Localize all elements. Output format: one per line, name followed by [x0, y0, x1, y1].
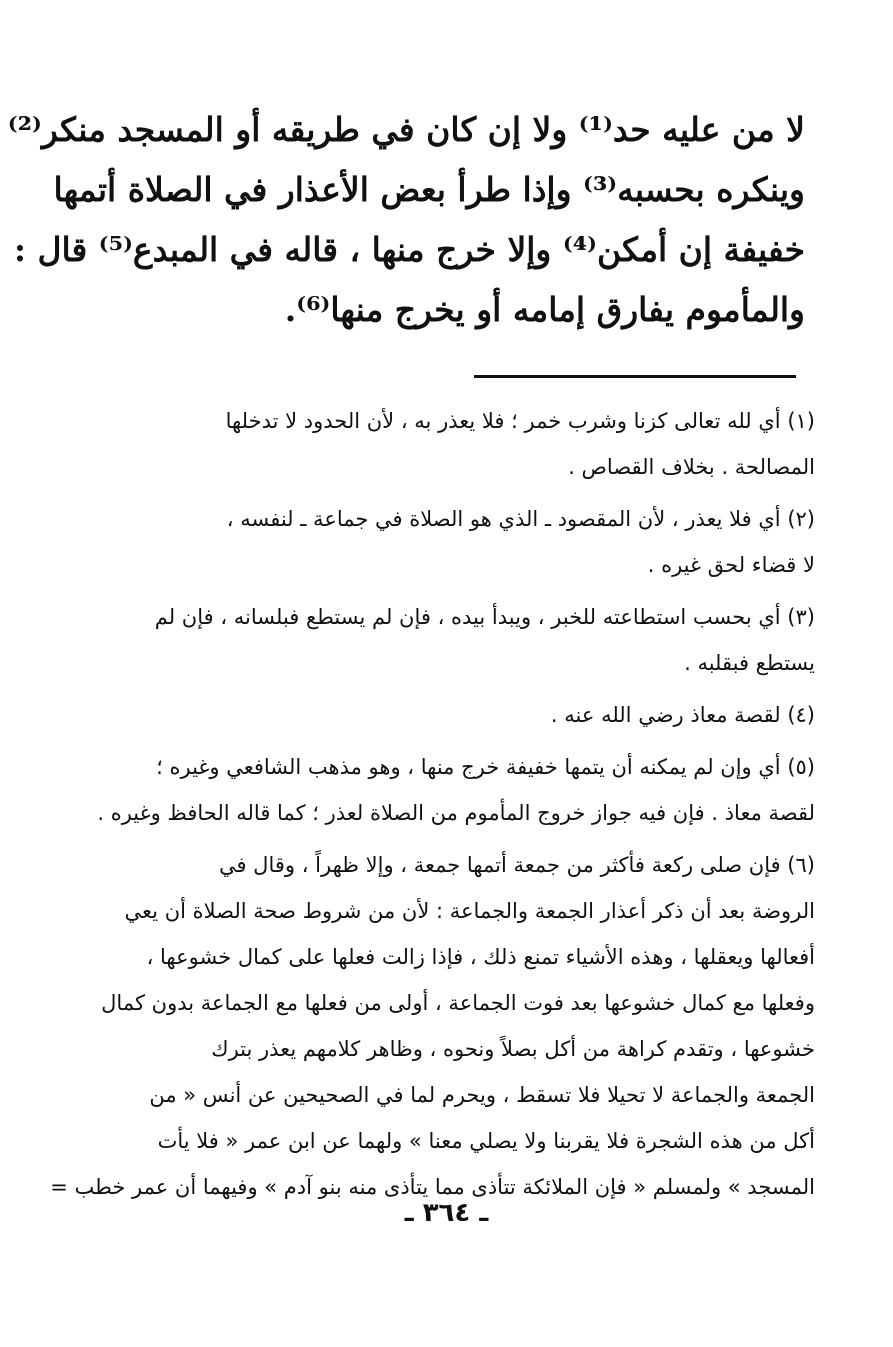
- footnote-5: [65, 744, 815, 836]
- footnote-line: (٥) أي وإن لم يمكنه أن يتمها خفيفة خرج منها ، وهو مذهب الشافعي وغيره ؛: [156, 755, 815, 779]
- main-text-line: وينكره بحسبه⁽³⁾ وإذا طرأ بعض الأعذار في الصلاة أتمها: [53, 170, 805, 209]
- footnote-line: (١) أي لله تعالى كزنا وشرب خمر ؛ فلا يعذر به ، لأن الحدود لا تدخلها: [225, 409, 815, 433]
- footnote-line: الجمعة والجماعة لا تحيلا فلا تسقط ، ويحرم لما في الصحيحين عن أنس « من: [149, 1083, 815, 1107]
- footnote-4: [65, 692, 815, 738]
- footnote-line: المسجد » ولمسلم « فإن الملائكة تتأذى مما يتأذى منه بنو آدم » وفيهما أن عمر خطب =: [50, 1175, 815, 1199]
- main-text-line: والمأموم يفارق إمامه أو يخرج منها⁽⁶⁾.: [284, 290, 805, 329]
- footnote-line: (٤) لقصة معاذ رضي الله عنه .: [550, 703, 815, 727]
- footnote-line: خشوعها ، وتقدم كراهة من أكل بصلاً ونحوه ، وظاهر كلامهم يعذر بترك: [211, 1037, 815, 1061]
- footnote-line: أكل من هذه الشجرة فلا يقربنا ولا يصلي معنا » ولهما عن ابن عمر « فلا يأت: [157, 1129, 815, 1153]
- footnote-line: (٦) فإن صلى ركعة فأكثر من جمعة أتمها جمعة ، وإلا ظهراً ، وقال في: [218, 853, 815, 877]
- footnote-line: (٣) أي بحسب استطاعته للخبر ، ويبدأ بيده ، فإن لم يستطع فبلسانه ، فإن لم: [154, 605, 815, 629]
- page-number: ـ ٣٦٤ ـ: [404, 1198, 489, 1228]
- footnote-line: وفعلها مع كمال خشوعها بعد فوت الجماعة ، أولى من فعلها مع الجماعة بدون كمال: [101, 991, 815, 1015]
- footnote-line: يستطع فبقلبه .: [684, 651, 815, 675]
- footnote-6: [50, 842, 815, 1210]
- footnote-3: [65, 594, 815, 686]
- footnote-line: أفعالها ويعقلها ، وهذه الأشياء تمنع ذلك ، فإذا زالت فعلها على كمال خشوعها ،: [146, 945, 815, 969]
- main-text-line: لا من عليه حد⁽¹⁾ ولا إن كان في طريقه أو المسجد منكر⁽²⁾: [7, 110, 805, 149]
- footnote-line: لقصة معاذ . فإن فيه جواز خروج المأموم من الصلاة لعذر ؛ كما قاله الحافظ وغيره .: [97, 801, 815, 825]
- footnotes-block: [50, 398, 815, 1216]
- footnote-2: [65, 496, 815, 588]
- main-text-line: خفيفة إن أمكن⁽⁴⁾ وإلا خرج منها ، قاله في المبدع⁽⁵⁾ قال :: [13, 230, 805, 269]
- footnote-line: لا قضاء لحق غيره .: [647, 553, 815, 577]
- footnote-1: [65, 398, 815, 490]
- footnote-separator: [474, 375, 796, 378]
- footnote-line: المصالحة . بخلاف القصاص .: [568, 455, 815, 479]
- main-text-block: [7, 100, 805, 340]
- footnote-line: الروضة بعد أن ذكر أعذار الجمعة والجماعة : لأن من شروط صحة الصلاة أن يعي: [124, 899, 815, 923]
- footnote-line: (٢) أي فلا يعذر ، لأن المقصود ـ الذي هو الصلاة في جماعة ـ لنفسه ،: [226, 507, 815, 531]
